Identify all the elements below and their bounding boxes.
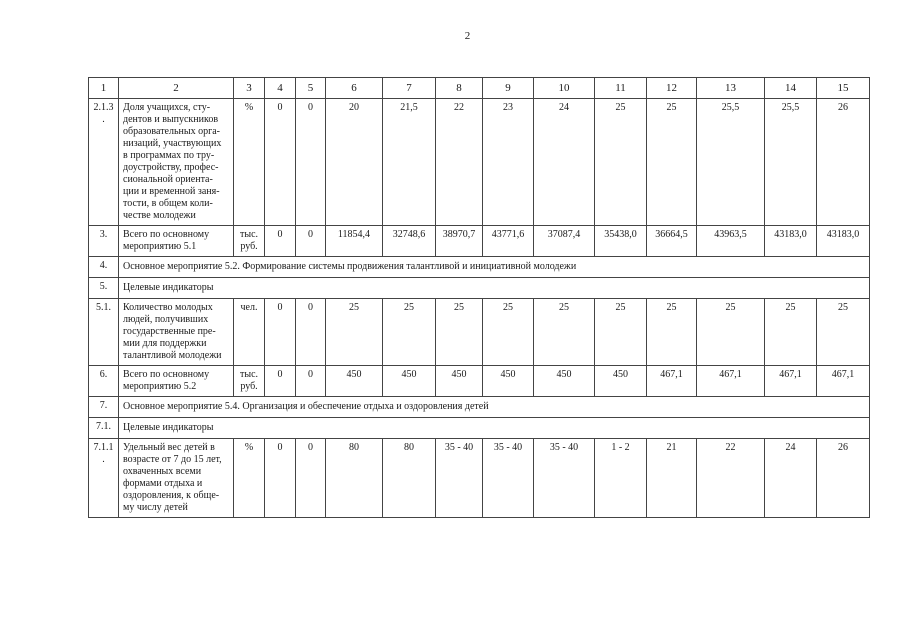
- header-cell: 14: [765, 78, 817, 99]
- value-cell: 43183,0: [817, 226, 870, 257]
- value-cell: 25: [647, 99, 697, 226]
- header-cell: 5: [296, 78, 326, 99]
- table-row: [89, 439, 870, 518]
- value-cell: 26: [817, 99, 870, 226]
- indicator-name: Всего по основному мероприятию 5.1: [119, 226, 234, 257]
- value-cell: 80: [383, 439, 436, 518]
- row-number: 3.: [89, 226, 119, 257]
- value-cell: 450: [383, 366, 436, 397]
- value-cell: 1 - 2: [595, 439, 647, 518]
- header-cell: 8: [436, 78, 483, 99]
- row-number: 5.1.: [89, 299, 119, 366]
- row-number: 7.: [89, 397, 119, 418]
- unit-cell: %: [234, 99, 265, 226]
- section-row: [89, 397, 870, 418]
- header-cell: 9: [483, 78, 534, 99]
- value-cell: 25,5: [765, 99, 817, 226]
- value-cell: 0: [265, 299, 296, 366]
- section-row: [89, 418, 870, 439]
- value-cell: 43963,5: [697, 226, 765, 257]
- value-cell: 467,1: [647, 366, 697, 397]
- section-row: [89, 257, 870, 278]
- value-cell: 0: [296, 299, 326, 366]
- header-cell: 3: [234, 78, 265, 99]
- value-cell: 0: [265, 99, 296, 226]
- header-cell: 6: [326, 78, 383, 99]
- section-title: Основное мероприятие 5.2. Формирование системы продвижения талантливой и инициативной молодежи: [119, 257, 870, 278]
- value-cell: 25: [326, 299, 383, 366]
- header-cell: 13: [697, 78, 765, 99]
- value-cell: 450: [483, 366, 534, 397]
- value-cell: 25: [647, 299, 697, 366]
- value-cell: 43183,0: [765, 226, 817, 257]
- value-cell: 25: [697, 299, 765, 366]
- row-number: 4.: [89, 257, 119, 278]
- value-cell: 450: [534, 366, 595, 397]
- value-cell: 25: [483, 299, 534, 366]
- section-title: Целевые индикаторы: [119, 278, 870, 299]
- value-cell: 11854,4: [326, 226, 383, 257]
- value-cell: 0: [296, 99, 326, 226]
- value-cell: 0: [296, 439, 326, 518]
- table-body: [89, 78, 870, 518]
- value-cell: 80: [326, 439, 383, 518]
- header-cell: 1: [89, 78, 119, 99]
- header-cell: 12: [647, 78, 697, 99]
- section-title: Основное мероприятие 5.4. Организация и обеспечение отдыха и оздоровления детей: [119, 397, 870, 418]
- value-cell: 23: [483, 99, 534, 226]
- value-cell: 0: [296, 226, 326, 257]
- table-row: [89, 226, 870, 257]
- value-cell: 25: [765, 299, 817, 366]
- value-cell: 467,1: [817, 366, 870, 397]
- value-cell: 43771,6: [483, 226, 534, 257]
- header-cell: 7: [383, 78, 436, 99]
- value-cell: 25: [534, 299, 595, 366]
- value-cell: 35 - 40: [483, 439, 534, 518]
- row-number: 7.1.1 .: [89, 439, 119, 518]
- value-cell: 22: [436, 99, 483, 226]
- unit-cell: %: [234, 439, 265, 518]
- value-cell: 467,1: [765, 366, 817, 397]
- value-cell: 467,1: [697, 366, 765, 397]
- indicator-name: Количество молодых людей, получивших государственные пре- мии для поддержки талантливой молодежи: [119, 299, 234, 366]
- value-cell: 450: [595, 366, 647, 397]
- table-row: [89, 299, 870, 366]
- value-cell: 25: [595, 299, 647, 366]
- value-cell: 24: [765, 439, 817, 518]
- value-cell: 22: [697, 439, 765, 518]
- value-cell: 37087,4: [534, 226, 595, 257]
- value-cell: 36664,5: [647, 226, 697, 257]
- indicator-name: Удельный вес детей в возрасте от 7 до 15 лет, охваченных всеми формами отдыха и оздоровления, к обще- му числу детей: [119, 439, 234, 518]
- value-cell: 21,5: [383, 99, 436, 226]
- value-cell: 38970,7: [436, 226, 483, 257]
- section-row: [89, 278, 870, 299]
- row-number: 6.: [89, 366, 119, 397]
- header-row: [89, 78, 870, 99]
- value-cell: 26: [817, 439, 870, 518]
- row-number: 7.1.: [89, 418, 119, 439]
- value-cell: 25: [383, 299, 436, 366]
- row-number: 2.1.3 .: [89, 99, 119, 226]
- table-row: [89, 99, 870, 226]
- table-row: [89, 366, 870, 397]
- header-cell: 15: [817, 78, 870, 99]
- value-cell: 0: [265, 226, 296, 257]
- header-cell: 10: [534, 78, 595, 99]
- value-cell: 450: [326, 366, 383, 397]
- indicator-name: Доля учащихся, сту- дентов и выпускников образовательных орга- низаций, участвующих в программах по тру- доустройству, профес- сиональной ориента- ции и временной заня- тости, в общем коли- честве молодежи: [119, 99, 234, 226]
- value-cell: 25,5: [697, 99, 765, 226]
- value-cell: 0: [265, 439, 296, 518]
- unit-cell: чел.: [234, 299, 265, 366]
- value-cell: 0: [265, 366, 296, 397]
- value-cell: 25: [817, 299, 870, 366]
- page-number: 2: [464, 30, 471, 42]
- value-cell: 20: [326, 99, 383, 226]
- unit-cell: тыс. руб.: [234, 226, 265, 257]
- header-cell: 2: [119, 78, 234, 99]
- indicator-name: Всего по основному мероприятию 5.2: [119, 366, 234, 397]
- value-cell: 21: [647, 439, 697, 518]
- value-cell: 35438,0: [595, 226, 647, 257]
- value-cell: 24: [534, 99, 595, 226]
- unit-cell: тыс. руб.: [234, 366, 265, 397]
- value-cell: 25: [436, 299, 483, 366]
- value-cell: 32748,6: [383, 226, 436, 257]
- header-cell: 11: [595, 78, 647, 99]
- value-cell: 35 - 40: [534, 439, 595, 518]
- value-cell: 0: [296, 366, 326, 397]
- header-cell: 4: [265, 78, 296, 99]
- row-number: 5.: [89, 278, 119, 299]
- section-title: Целевые индикаторы: [119, 418, 870, 439]
- indicator-table: [88, 77, 870, 518]
- value-cell: 35 - 40: [436, 439, 483, 518]
- value-cell: 450: [436, 366, 483, 397]
- value-cell: 25: [595, 99, 647, 226]
